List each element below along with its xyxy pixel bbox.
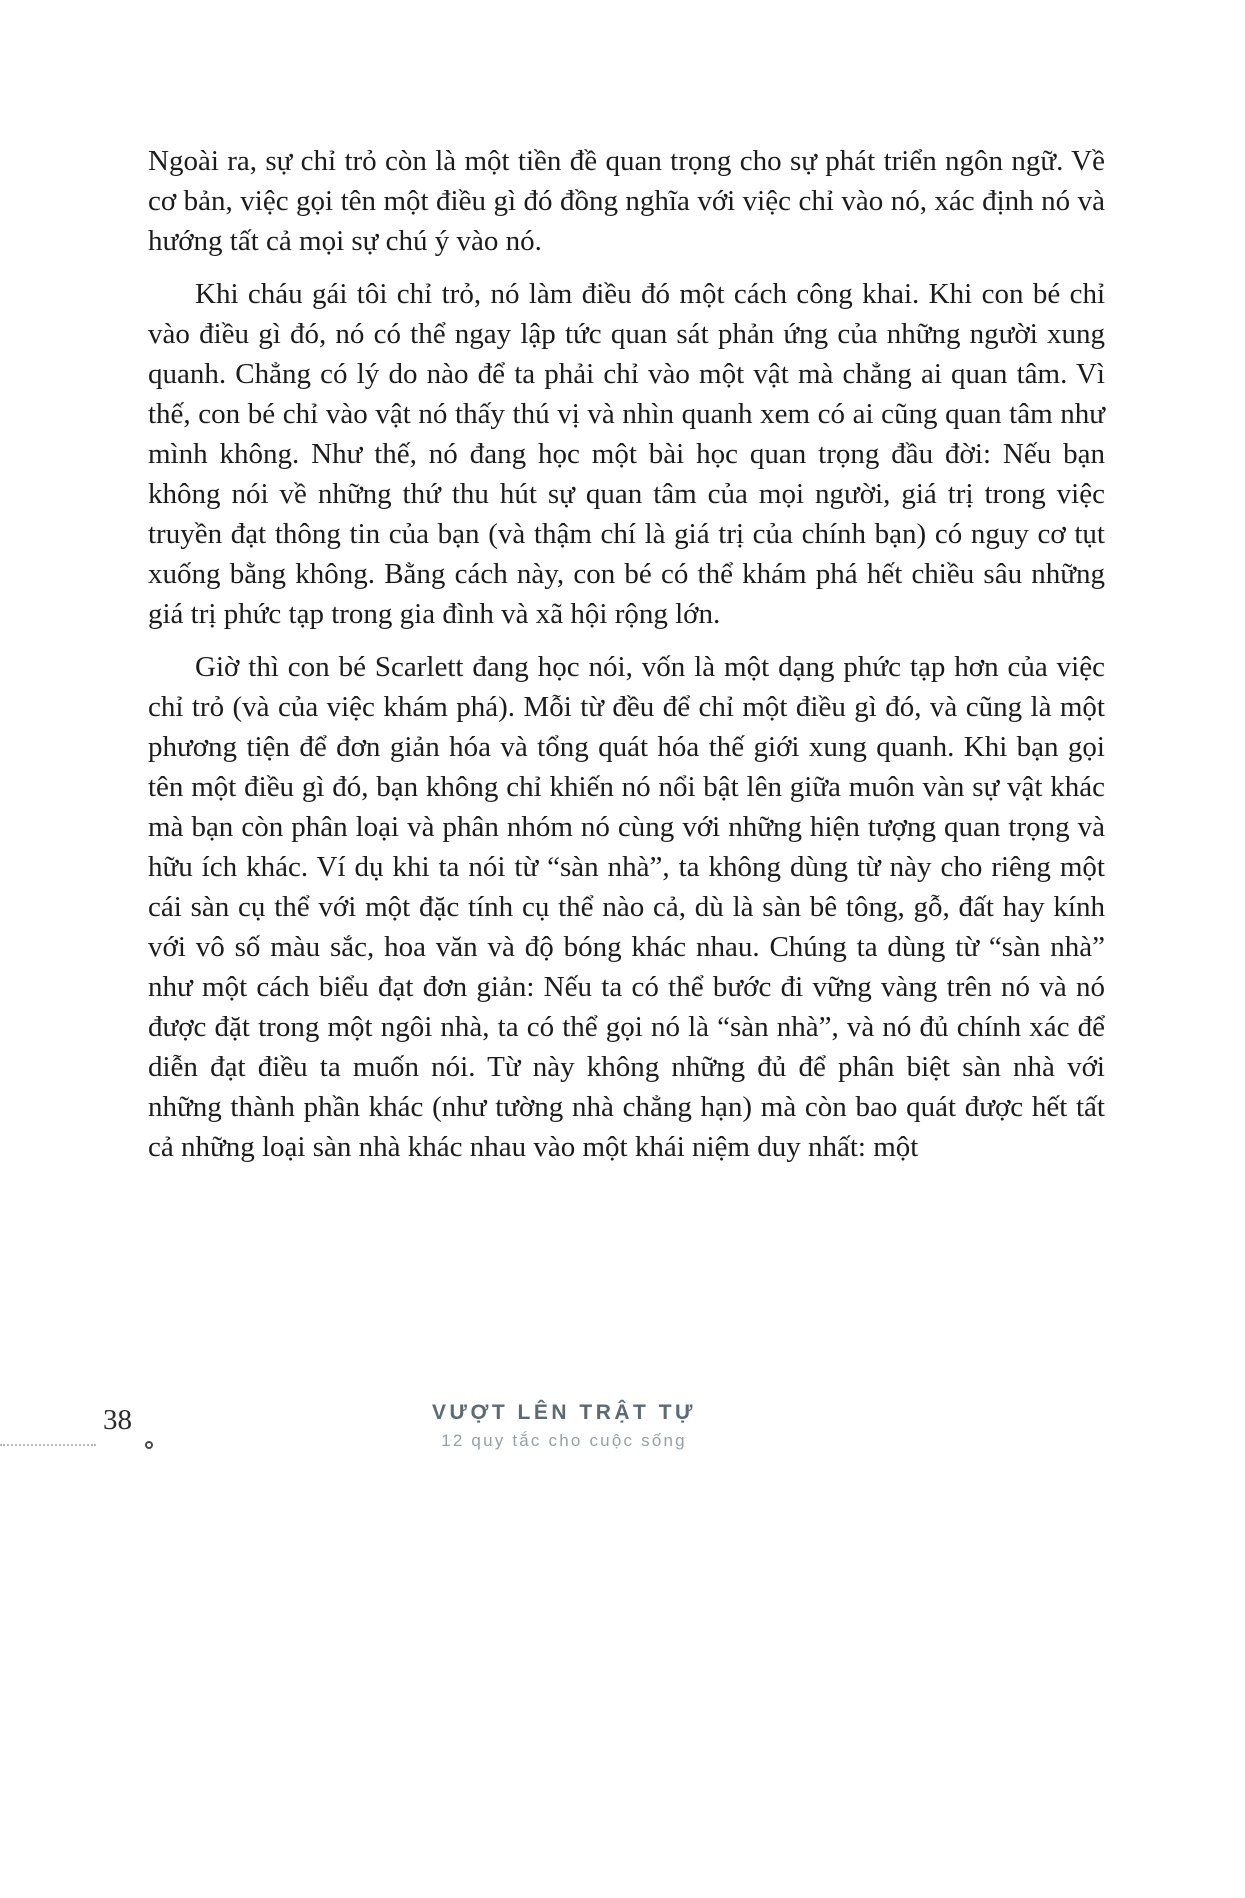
paragraph-3: Giờ thì con bé Scarlett đang học nói, vốn là một dạng phức tạp hơn của việc chỉ trỏ (và của việc khám phá). Mỗi từ đều để chỉ một điều gì đó, và cũng là một phương tiện để đơn giản hóa và tổng quát hóa thế giới xung quanh. Khi bạn gọi tên một điều gì đó, bạn không chỉ khiến nó nổi bật lên giữa muôn vàn sự vật khác mà bạn còn phân loại và phân nhóm nó cùng với những hiện tượng quan trọng và hữu ích khác. Ví dụ khi ta nói từ “sàn nhà”, ta không dùng từ này cho riêng một cái sàn cụ thể với một đặc tính cụ thể nào cả, dù là sàn bê tông, gỗ, đất hay kính với vô số màu sắc, hoa văn và độ bóng khác nhau. Chúng ta dùng từ “sàn nhà” như một cách biểu đạt đơn giản: Nếu ta có thể bước đi vững vàng trên nó và nó được đặt trong một ngôi nhà, ta có thể gọi nó là “sàn nhà”, và nó đủ chính xác để diễn đạt điều ta muốn nói. Từ này không những đủ để phân biệt sàn nhà với những thành phần khác (như tường nhà chẳng hạn) mà còn bao quát được hết tất cả những loại sàn nhà khác nhau vào một khái niệm duy nhất: một: [148, 651, 1105, 1163]
paragraph-1: Ngoài ra, sự chỉ trỏ còn là một tiền đề quan trọng cho sự phát triển ngôn ngữ. Về cơ bản, việc gọi tên một điều gì đó đồng nghĩa với việc chỉ vào nó, xác định nó và hướng tất cả mọi sự chú ý vào nó.: [148, 145, 1105, 257]
page-number: 38: [103, 1404, 132, 1436]
degree-mark-ornament: [145, 1441, 153, 1449]
footer-dotted-line: [0, 1444, 96, 1446]
body-text-block: [148, 141, 1105, 1167]
footer-running-title: [0, 1401, 1128, 1451]
paragraph-2: Khi cháu gái tôi chỉ trỏ, nó làm điều đó một cách công khai. Khi con bé chỉ vào điều gì đó, nó có thể ngay lập tức quan sát phản ứng của những người xung quanh. Chẳng có lý do nào để ta phải chỉ vào một vật mà chẳng ai quan tâm. Vì thế, con bé chỉ vào vật nó thấy thú vị và nhìn quanh xem có ai cũng quan tâm như mình không. Như thế, nó đang học một bài học quan trọng đầu đời: Nếu bạn không nói về những thứ thu hút sự quan tâm của mọi người, giá trị trong việc truyền đạt thông tin của bạn (và thậm chí là giá trị của chính bạn) có nguy cơ tụt xuống bằng không. Bằng cách này, con bé có thể khám phá hết chiều sâu những giá trị phức tạp trong gia đình và xã hội rộng lớn.: [148, 278, 1105, 630]
book-title: VƯỢT LÊN TRẬT TỰ: [432, 1401, 696, 1424]
book-subtitle: 12 quy tắc cho cuộc sống: [441, 1431, 687, 1450]
